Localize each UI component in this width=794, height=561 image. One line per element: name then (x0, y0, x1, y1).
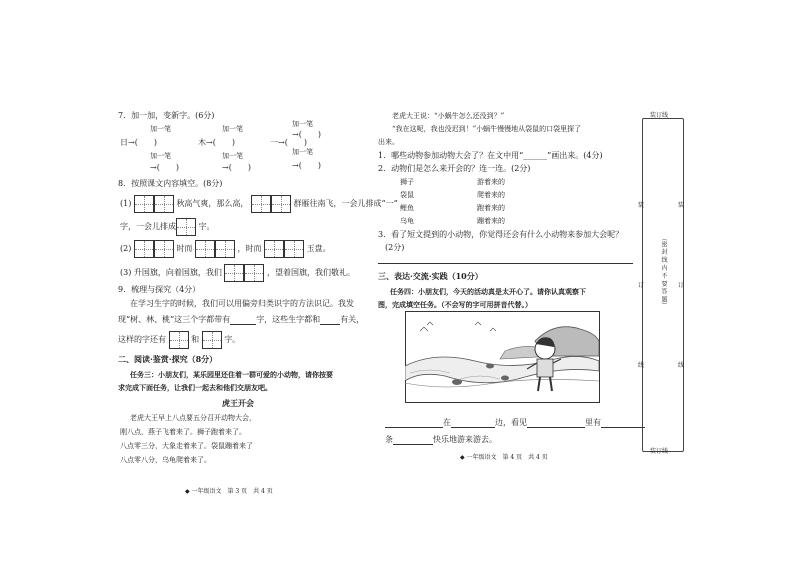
fill-line-2: 条 快乐地游来游去。 (385, 435, 497, 444)
q7-title: 7．加一加，变新字。(6分) (118, 111, 215, 120)
binding-mark: 订 (638, 282, 645, 289)
binding-mark: 线 (638, 362, 645, 369)
task4-line2: 图，完成填空任务。（不会写的字可用拼音代替。） (378, 300, 532, 309)
q8-line3: (2) 时而 ，时而 玉盘。 (120, 240, 331, 258)
char-box[interactable] (244, 264, 264, 282)
binding-margin (638, 110, 698, 455)
q8-line4: (3) 升国旗，向着国旗，我们 ，望着国旗，我们敬礼。 (120, 264, 355, 282)
q7-ri: 日→( ) (120, 138, 157, 147)
answer-line[interactable] (378, 263, 633, 264)
char-box[interactable] (251, 195, 271, 213)
way-1[interactable]: 游着来的 (477, 178, 505, 186)
q9-p3: 这样的字还有 和 字。 (118, 331, 240, 349)
blank[interactable] (601, 427, 645, 428)
q7-hint-6: 加一笔 (292, 148, 313, 156)
right-footer: ◆ 一年级语文 第 4 页 共 4 页 (460, 454, 548, 461)
char-box[interactable] (134, 195, 154, 213)
task3-line2: 求完成下面任务，让我们一起去和他们交朋友吧。 (118, 383, 272, 392)
char-box[interactable] (215, 240, 235, 258)
task4-line1: 任务四：小朋友们，今天的活动真是太开心了。请你认真观察下 (390, 287, 586, 296)
binding-mark: 订 (678, 282, 685, 289)
poem-title: 虎王开会 (222, 398, 254, 408)
r-q3-score: (2分) (385, 243, 405, 252)
char-box[interactable] (264, 240, 284, 258)
q9-p1: 在学习生字的时候，我们可以用偏旁归类识字的方法识记。我发 (130, 299, 354, 308)
animal-4[interactable]: 乌龟 (400, 217, 414, 225)
q8-title: 8．按照课文内容填空。(8分) (118, 179, 223, 188)
story-intro-3: 出来。 (378, 138, 399, 146)
blank[interactable] (527, 427, 585, 428)
animal-1[interactable]: 狮子 (400, 178, 414, 186)
animal-2[interactable]: 袋鼠 (400, 191, 414, 199)
q8-line2: 字，一会儿排成 字。 (120, 218, 215, 236)
poem-p2: 刚八点，燕子飞着来了。狮子跑着来了。 (120, 428, 246, 436)
q7-mu: 木→( ) (198, 138, 235, 147)
section3-title: 三、表达·交流·实践（10分） (378, 271, 483, 281)
char-box[interactable] (284, 240, 304, 258)
char-box[interactable] (195, 240, 215, 258)
blank[interactable] (393, 444, 433, 445)
animal-3[interactable]: 鲤鱼 (400, 204, 414, 212)
q7-mu-2: →( ) (222, 163, 251, 172)
task3-line1: 任务三：小朋友们，某乐园里还住着一群可爱的小动物，请你按要 (130, 370, 333, 379)
binding-bottom-label: 装订线 (650, 448, 669, 455)
binding-mark: 线 (678, 362, 685, 369)
char-box[interactable] (134, 240, 154, 258)
blank[interactable] (320, 324, 340, 325)
way-3[interactable]: 跑着来的 (477, 204, 505, 212)
q7-yi-2: →( ) (292, 161, 321, 170)
q7-hint-4: 加一笔 (150, 152, 171, 160)
blank[interactable] (230, 324, 256, 325)
fill-line-1: 在 边，看见 里有 (385, 417, 645, 428)
char-box[interactable] (154, 195, 174, 213)
scene-illustration (405, 311, 600, 403)
way-2[interactable]: 爬着来的 (477, 191, 505, 199)
blank[interactable] (451, 427, 495, 428)
binding-note: （密 封 线 内 不 要 答 题） (660, 235, 667, 309)
char-box[interactable] (176, 218, 196, 236)
story-intro-2: “我在这呢，我也没迟到！”小蜗牛慢慢地从袋鼠的口袋里探了 (392, 125, 582, 133)
binding-mark: 装 (638, 202, 645, 209)
story-intro-1: 老虎大王说：“小蜗牛怎么还没到？” (392, 112, 505, 120)
blank[interactable] (385, 427, 443, 428)
q7-ri-2: →( ) (150, 163, 179, 172)
binding-top-label: 装订线 (650, 112, 669, 119)
q7-hint-3: 加一笔 (292, 120, 313, 128)
q7-yi-up: →( ) (292, 130, 321, 139)
q7-hint-1: 加一笔 (150, 125, 171, 133)
poem-p1: 老虎大王早上八点要五分召开动物大会， (130, 414, 256, 422)
q8-line1: (1) 秋高气爽，那么高， 群雁往南飞，一会儿排成“一” (120, 195, 398, 213)
binding-mark: 装 (678, 202, 685, 209)
r-q3: 3．看了短文提到的小动物，你觉得还会有什么小动物来参加大会呢？ (378, 230, 624, 239)
char-box[interactable] (154, 240, 174, 258)
char-box[interactable] (224, 264, 244, 282)
q9-title: 9．梳理与探究（4分） (118, 285, 201, 294)
poem-p3: 八点零三分，大象走着来了。袋鼠蹦着来了 (120, 442, 253, 450)
q9-p2: 现“树、林、桃”这三个字都带有 字，这些生字都和 有关， (118, 315, 365, 324)
q7-hint-5: 加一笔 (222, 152, 243, 160)
char-box[interactable] (271, 195, 291, 213)
char-box[interactable] (202, 331, 222, 349)
r-q2: 2．动物们是怎么来开会的？连一连。(2分) (378, 164, 531, 173)
char-box[interactable] (169, 331, 189, 349)
section2-title: 二、阅读·鉴赏·探究（8分） (118, 354, 218, 364)
way-4[interactable]: 蹦着来的 (477, 217, 505, 225)
poem-p4: 八点零八分，乌龟爬着来了。 (120, 456, 211, 464)
left-footer: ◆ 一年级语文 第 3 页 共 4 页 (185, 488, 273, 495)
r-q1: 1．哪些动物参加动物大会了？在文中用“______”画出来。(4分) (378, 151, 603, 160)
q7-yi: 一→( ) (270, 138, 307, 147)
q7-hint-2: 加一笔 (222, 125, 243, 133)
